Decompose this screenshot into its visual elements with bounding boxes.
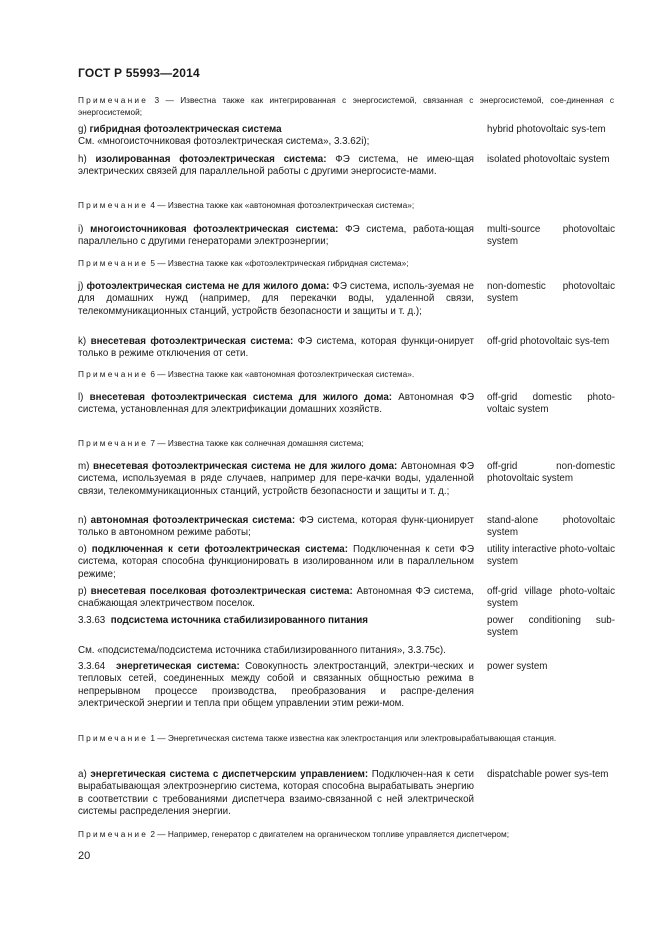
term-definition: ФЭ система, работа-ющая параллельно с другими генераторами электроэнергии;	[78, 224, 474, 248]
note-number: 4	[150, 200, 155, 210]
term-ru	[78, 615, 474, 627]
note-5	[78, 257, 614, 269]
term-ru	[78, 544, 474, 581]
note-label: Примечание	[78, 258, 149, 268]
term-index: o)	[78, 544, 87, 555]
term-title: энергетическая система:	[116, 661, 240, 672]
note-text: — Известна также как «автономная фотоэлектрическая система».	[157, 369, 415, 379]
term-index: j)	[78, 281, 84, 292]
term-title: изолированная фотоэлектрическая система:	[95, 154, 327, 165]
term-title: подсистема источника стабилизированного питания	[110, 615, 369, 626]
term-en: utility interactive photo-voltaic system	[487, 544, 615, 568]
term-en: hybrid photovoltaic sys-tem	[487, 124, 606, 135]
term-title: внесетевая фотоэлектрическая система для жилого дома:	[89, 392, 393, 403]
term-index: n)	[78, 515, 87, 526]
term-index: h)	[78, 154, 87, 165]
note-label: Примечание	[78, 733, 149, 743]
note-3	[78, 94, 614, 118]
term-ru	[78, 224, 474, 249]
note-label: Примечание	[78, 829, 149, 839]
note-number: 3	[154, 95, 160, 105]
term-index: 3.3.63	[78, 615, 106, 626]
term-definition: ФЭ система, которая функци-онирует только в режиме отключения от сети.	[78, 336, 474, 360]
note-text: — Известна также как интегрированная с энергосистемой, связанная с энергосистемой, сое-диненная с энергосистемой;	[78, 95, 614, 117]
note-6	[78, 368, 614, 380]
term-definition: Подключенная к сети ФЭ система, которая способна функционировать в изолированном или в параллельном режиме;	[78, 544, 474, 580]
note-text: — Известна также как «автономная фотоэлектрическая система»;	[157, 200, 415, 210]
term-title: фотоэлектрическая система не для жилого дома:	[86, 281, 330, 292]
term-ru	[78, 336, 474, 361]
term-title: энергетическая система с диспетчерским управлением:	[90, 769, 369, 780]
term-definition: Автономная ФЭ система, установленная для электрификации домашних хозяйств.	[78, 392, 474, 416]
term-en: off-grid domestic photo-voltaic system	[487, 392, 615, 416]
term-definition: Подключен-ная к сети вырабатывающая электроэнергию система, которая способна вырабатывать энергию в соответствии с требованиями диспетчера взаимо-связанной с ней электрической системы распределения энергии.	[78, 769, 474, 817]
term-en: non-domestic photovoltaic system	[487, 281, 615, 305]
note-label: Примечание	[78, 438, 149, 448]
note-label: Примечание	[78, 369, 149, 379]
term-ru	[78, 586, 474, 611]
note-number: 5	[150, 258, 155, 268]
document-header: ГОСТ Р 55993—2014	[78, 66, 200, 80]
term-en: isolated photovoltaic system	[487, 154, 610, 165]
term-en: multi-source photovoltaic system	[487, 224, 615, 248]
page-number: 20	[78, 850, 91, 862]
term-title: внесетевая поселковая фотоэлектрическая система:	[90, 586, 353, 597]
term-ru	[78, 461, 474, 498]
note-text: — Например, генератор с двигателем на органическом топливе управляется диспетчером;	[157, 829, 510, 839]
term-title: многоисточниковая фотоэлектрическая система:	[90, 224, 339, 235]
see-text: См. «подсистема/подсистема источника стабилизированного питания», 3.3.75с).	[78, 645, 446, 656]
note-label: Примечание	[78, 95, 149, 105]
note-4	[78, 199, 614, 211]
term-index: 3.3.64	[78, 661, 106, 672]
term-title: автономная фотоэлектрическая система:	[90, 515, 296, 526]
term-index: p)	[78, 586, 87, 597]
term-definition: ФЭ система, не имею-щая электрических связей для параллельной работы с другими энергосисте-мами.	[78, 154, 474, 178]
term-title: внесетевая фотоэлектрическая система:	[90, 336, 294, 347]
note-1	[78, 732, 614, 744]
term-index: l)	[78, 392, 84, 403]
term-definition: Автономная ФЭ система, используемая в ряде случаев, например для пере-качки воды, удаленной связи, телекоммуникационных станций, устройств безопасности и защиты и т. д.;	[78, 461, 475, 497]
term-definition: ФЭ система, исполь-зуемая не для домашних нужд (например, для перекачки воды, удаленной связи, телекоммуникационных станций, устройств безопасности и защиты и т. д.);	[78, 281, 474, 317]
term-definition: См. «многоисточниковая фотоэлектрическая система», 3.3.62i);	[78, 136, 370, 148]
note-number: 7	[150, 438, 155, 448]
term-index: i)	[78, 224, 84, 235]
term-index: g)	[78, 124, 87, 135]
term-en: off-grid village photo-voltaic system	[487, 586, 615, 610]
term-index: a)	[78, 769, 87, 780]
note-number: 2	[150, 829, 155, 839]
term-en: power conditioning sub-system	[487, 615, 615, 639]
term-ru	[78, 515, 474, 540]
term-definition: ФЭ система, которая функ-ционирует только в автономном режиме работы;	[78, 515, 474, 539]
term-title: внесетевая фотоэлектрическая система не для жилого дома:	[93, 461, 398, 472]
term-title: подключенная к сети фотоэлектрическая система:	[91, 544, 348, 555]
note-text: — Известна также как солнечная домашняя система;	[157, 438, 364, 448]
term-ru	[78, 661, 474, 710]
term-ru	[78, 769, 474, 818]
note-7	[78, 437, 614, 449]
note-text: — Известна также как «фотоэлектрическая гибридная система»;	[157, 258, 409, 268]
note-2	[78, 828, 614, 840]
term-en: off-grid photovoltaic sys-tem	[487, 336, 610, 347]
term-en: dispatchable power sys-tem	[487, 769, 609, 780]
term-en: stand-alone photovoltaic system	[487, 515, 615, 539]
term-ru	[78, 392, 474, 417]
term-ru	[78, 281, 474, 318]
term-ru	[78, 154, 474, 179]
term-definition: Совокупность электростанций, электри-ческих и тепловых сетей, соединенных между собой и связанных общностью режима в непрерывном процессе производства, преобразования и распре-деления электрической энергии и тепла при общем управлении этим режи-мом.	[78, 661, 474, 709]
term-en: power system	[487, 661, 548, 672]
term-en: off-grid non-domestic photovoltaic system	[487, 461, 615, 485]
term-index: k)	[78, 336, 87, 347]
note-number: 6	[150, 369, 155, 379]
term-ru	[78, 124, 474, 149]
note-label: Примечание	[78, 200, 149, 210]
note-number: 1	[150, 733, 155, 743]
term-index: m)	[78, 461, 90, 472]
note-text: — Энергетическая система также известна как электростанция или электровырабатывающая станция.	[157, 733, 557, 743]
term-definition: Автономная ФЭ система, снабжающая электричеством поселок.	[78, 586, 474, 610]
term-title: гибридная фотоэлектрическая система	[89, 124, 282, 135]
